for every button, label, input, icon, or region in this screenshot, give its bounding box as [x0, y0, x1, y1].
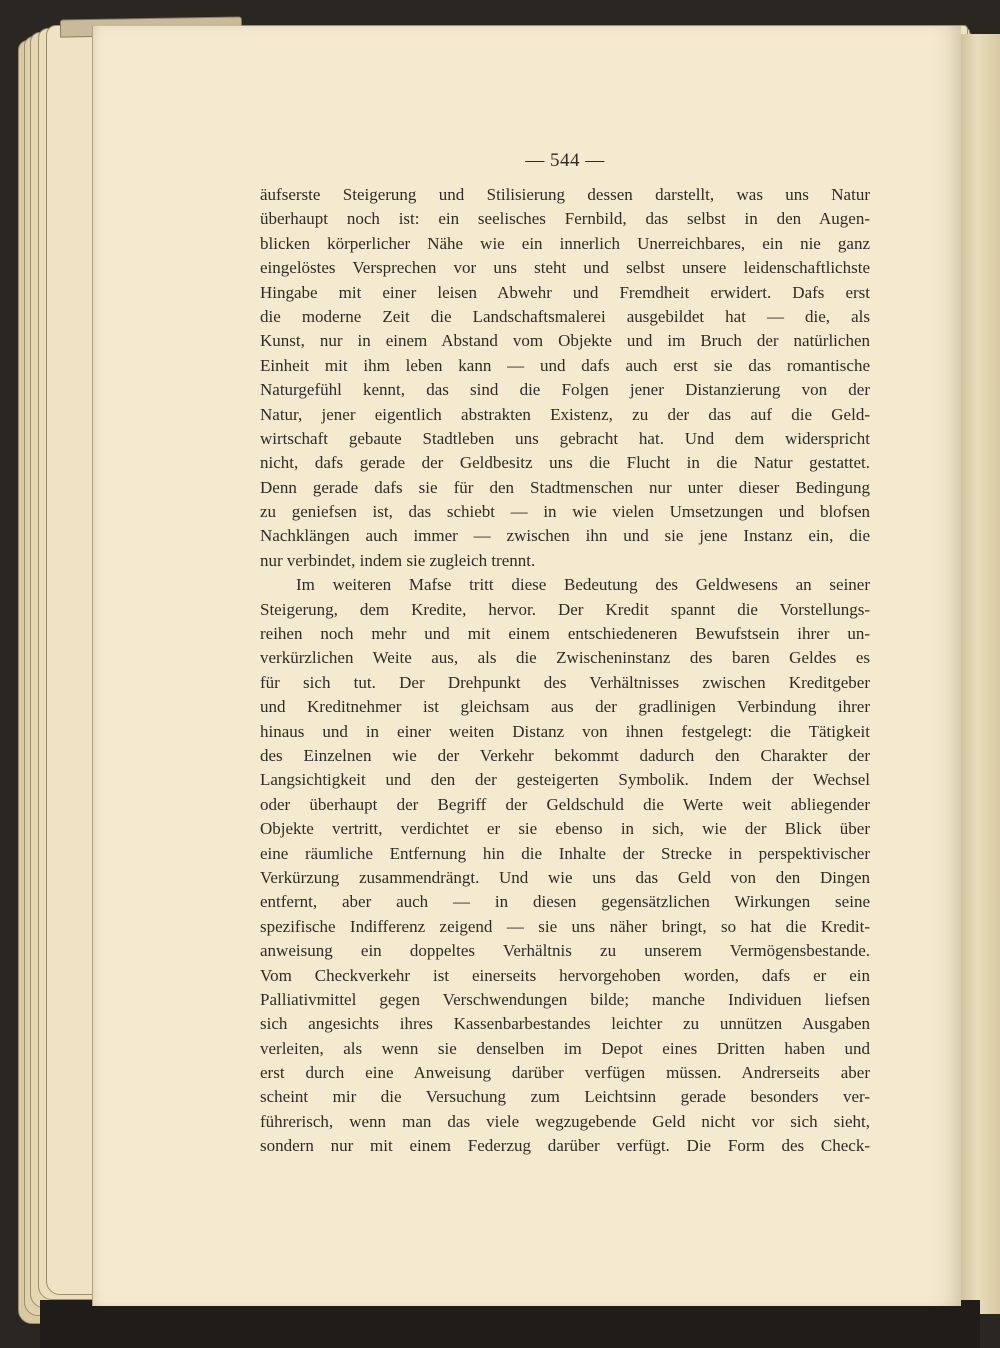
text-line: Im weiteren Mafse tritt diese Bedeutung des Geldwesens an seiner [296, 575, 870, 595]
page-number: — 544 — [525, 150, 605, 171]
text-line: Denn gerade dafs sie für den Stadtmenschen nur unter dieser Bedingung [260, 477, 870, 497]
text-line: Kunst, nur in einem Abstand vom Objekte und im Bruch der natürlichen [260, 331, 870, 351]
text-line: Verkürzung zusammendrängt. Und wie uns das Geld von den Dingen [260, 867, 870, 887]
text-line: Naturgefühl kennt, das sind die Folgen jener Distanzierung von der [260, 380, 870, 400]
body-text [260, 183, 870, 1159]
paragraph-2 [260, 573, 870, 1158]
text-line: äufserste Steigerung und Stilisierung dessen darstellt, was uns Natur [260, 185, 870, 204]
text-line: reihen noch mehr und mit einem entschiedeneren Bewufstsein ihrer un- [260, 624, 870, 644]
text-line: scheint mir die Versuchung zum Leichtsinn gerade besonders ver- [260, 1087, 870, 1107]
text-line: für sich tut. Der Drehpunkt des Verhältnisses zwischen Kreditgeber [260, 672, 870, 692]
text-line: blicken körperlicher Nähe wie ein innerlich Unerreichbares, ein nie ganz [260, 233, 870, 253]
text-line: erst durch eine Anweisung darüber verfügen müssen. Andrerseits aber [260, 1063, 870, 1083]
text-line: sich angesichts ihres Kassenbarbestandes leichter zu unnützen Ausgaben [260, 1014, 870, 1034]
bottom-shadow [40, 1300, 980, 1348]
text-line: Vom Checkverkehr ist einerseits hervorgehoben worden, dafs er ein [260, 965, 870, 985]
text-line: nicht, dafs gerade der Geldbesitz uns die Flucht in die Natur gestattet. [260, 453, 870, 473]
text-line: spezifische Indifferenz zeigend — sie uns näher bringt, so hat die Kredit- [260, 916, 870, 936]
text-line: Nachklängen auch immer — zwischen ihn und sie jene Instanz ein, die [260, 526, 870, 546]
text-line: wirtschaft gebaute Stadtleben uns gebracht hat. Und dem widerspricht [260, 428, 870, 448]
text-line: Einheit mit ihm leben kann — und dafs auch erst sie das romantische [260, 355, 870, 375]
text-line: oder überhaupt der Begriff der Geldschuld die Werte weit abliegender [260, 794, 870, 814]
text-line: sondern nur mit einem Federzug darüber verfügt. Die Form des Check- [260, 1136, 870, 1156]
text-line: Palliativmittel gegen Verschwendungen bilde; manche Individuen liefsen [260, 989, 870, 1009]
text-line: eingelöstes Versprechen vor uns steht und selbst unsere leidenschaftlichste [260, 258, 870, 278]
text-line: verkürzlichen Weite aus, als die Zwischeninstanz des baren Geldes es [260, 648, 870, 668]
text-line: Objekte vertritt, verdichtet er sie ebenso in sich, wie der Blick über [260, 819, 870, 839]
text-line: Langsichtigkeit und den der gesteigerten Symbolik. Indem der Wechsel [260, 770, 870, 790]
book-spine [958, 34, 1000, 1314]
text-line: Steigerung, dem Kredite, hervor. Der Kredit spannt die Vorstellungs- [260, 599, 870, 619]
text-line: verleiten, als wenn sie denselben im Depot eines Dritten haben und [260, 1038, 870, 1058]
text-line: eine räumliche Entfernung hin die Inhalte der Strecke in perspektivischer [260, 843, 870, 863]
text-line: Hingabe mit einer leisen Abwehr und Fremdheit erwidert. Dafs erst [260, 282, 870, 302]
text-line: anweisung ein doppeltes Verhältnis zu unserem Vermögensbestande. [260, 941, 870, 961]
text-line: die moderne Zeit die Landschaftsmalerei ausgebildet hat — die, als [260, 306, 870, 326]
text-line: nur verbindet, indem sie zugleich trennt. [260, 550, 536, 570]
text-line: führerisch, wenn man das viele wegzugebende Geld nicht vor sich sieht, [260, 1111, 870, 1131]
text-line: Natur, jener eigentlich abstrakten Existenz, zu der das auf die Geld- [260, 404, 870, 424]
text-line: entfernt, aber auch — in diesen gegensätzlichen Wirkungen seine [260, 892, 870, 912]
text-line: des Einzelnen wie der Verkehr bekommt dadurch den Charakter der [260, 745, 870, 765]
text-line: zu geniefsen ist, das schiebt — in wie vielen Umsetzungen und blofsen [260, 502, 870, 522]
paragraph-1 [260, 183, 870, 573]
text-line: überhaupt noch ist: ein seelisches Fernbild, das selbst in den Augen- [260, 209, 870, 229]
text-line: hinaus und in einer weiten Distanz von ihnen festgelegt: die Tätigkeit [260, 721, 870, 741]
text-line: und Kreditnehmer ist gleichsam aus der gradlinigen Verbindung ihrer [260, 697, 870, 717]
